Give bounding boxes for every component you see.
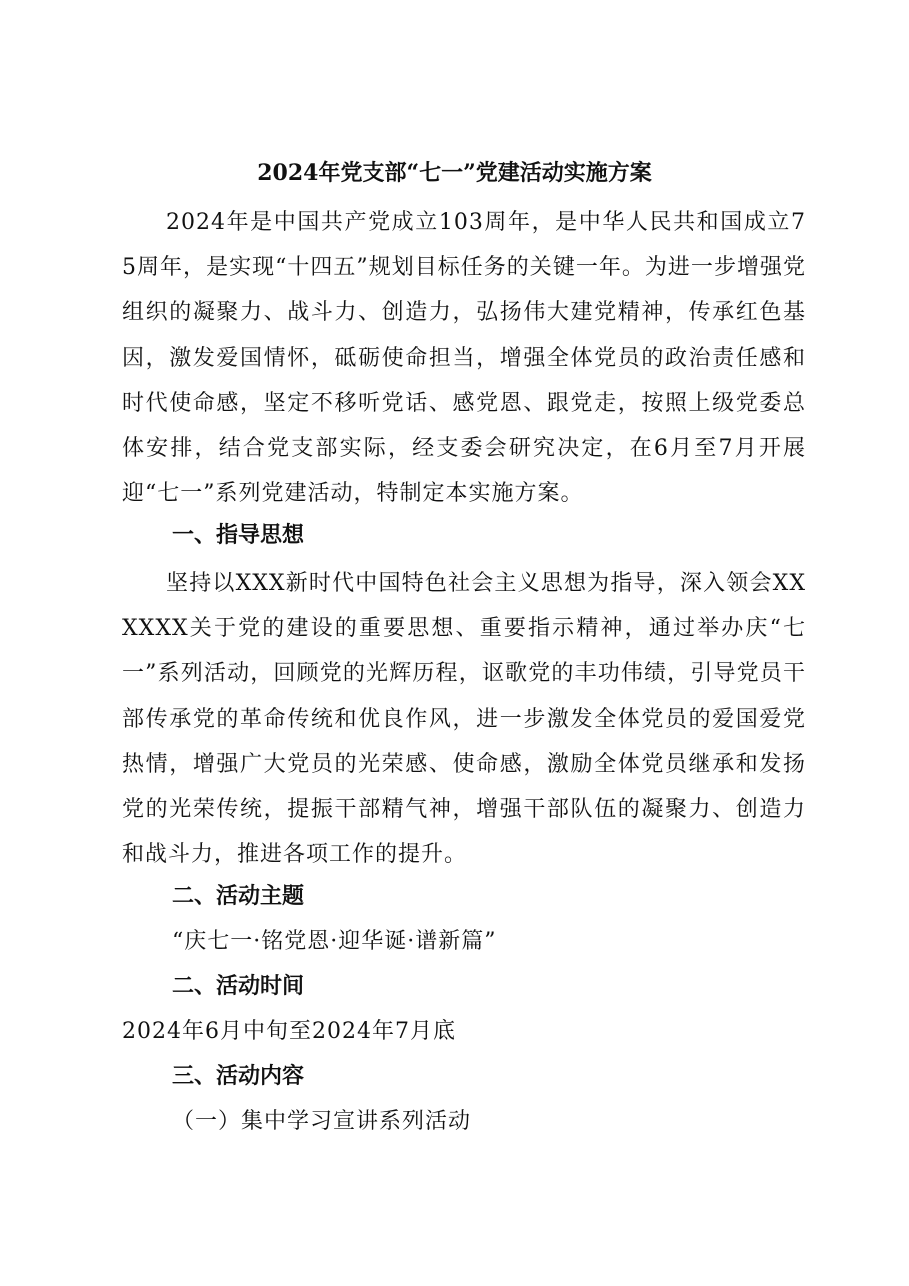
intro-paragraph: 2024年是中国共产党成立103周年，是中华人民共和国成立75周年，是实现“十四五”规划目标任务的关键一年。为进一步增强党组织的凝聚力、战斗力、创造力，弘扬伟大建党精神，传承红色基因，激发爱国情怀，砥砺使命担当，增强全体党员的政治责任感和时代使命感，坚定不移听党话、感党恩、跟党走，按照上级党委总体安排，结合党支部实际，经支委会研究决定，在6月至7月开展迎“七一”系列党建活动，特制定本实施方案。 [122, 210, 806, 507]
section-heading-activity-theme: 二、活动主题 [172, 884, 305, 909]
section-body-guiding-ideology: 坚持以XXX新时代中国特色社会主义思想为指导，深入领会XXXXXX关于党的建设的重要思想、重要指示精神，通过举办庆“七一”系列活动，回顾党的光辉历程，讴歌党的丰功伟绩，引导党员干部传承党的革命传统和优良作风，进一步激发全体党员的爱国爱党热情，增强广大党员的光荣感、使命感，激励全体党员继承和发扬党的光荣传统，提振干部精气神，增强干部队伍的凝聚力、创造力和战斗力，推进各项工作的提升。 [122, 571, 806, 868]
activity-theme-text: “庆七一·铭党恩·迎华诞·谱新篇” [172, 929, 497, 954]
activity-time-text: 2024年6月中旬至2024年7月底 [122, 1019, 456, 1044]
section-heading-activity-content: 三、活动内容 [172, 1064, 305, 1089]
document-title: 2024年党支部“七一”党建活动实施方案 [257, 160, 652, 186]
section-heading-guiding-ideology: 一、指导思想 [172, 523, 305, 548]
activity-content-subheading: （一）集中学习宣讲系列活动 [172, 1109, 472, 1134]
section-heading-activity-time: 二、活动时间 [172, 974, 305, 999]
